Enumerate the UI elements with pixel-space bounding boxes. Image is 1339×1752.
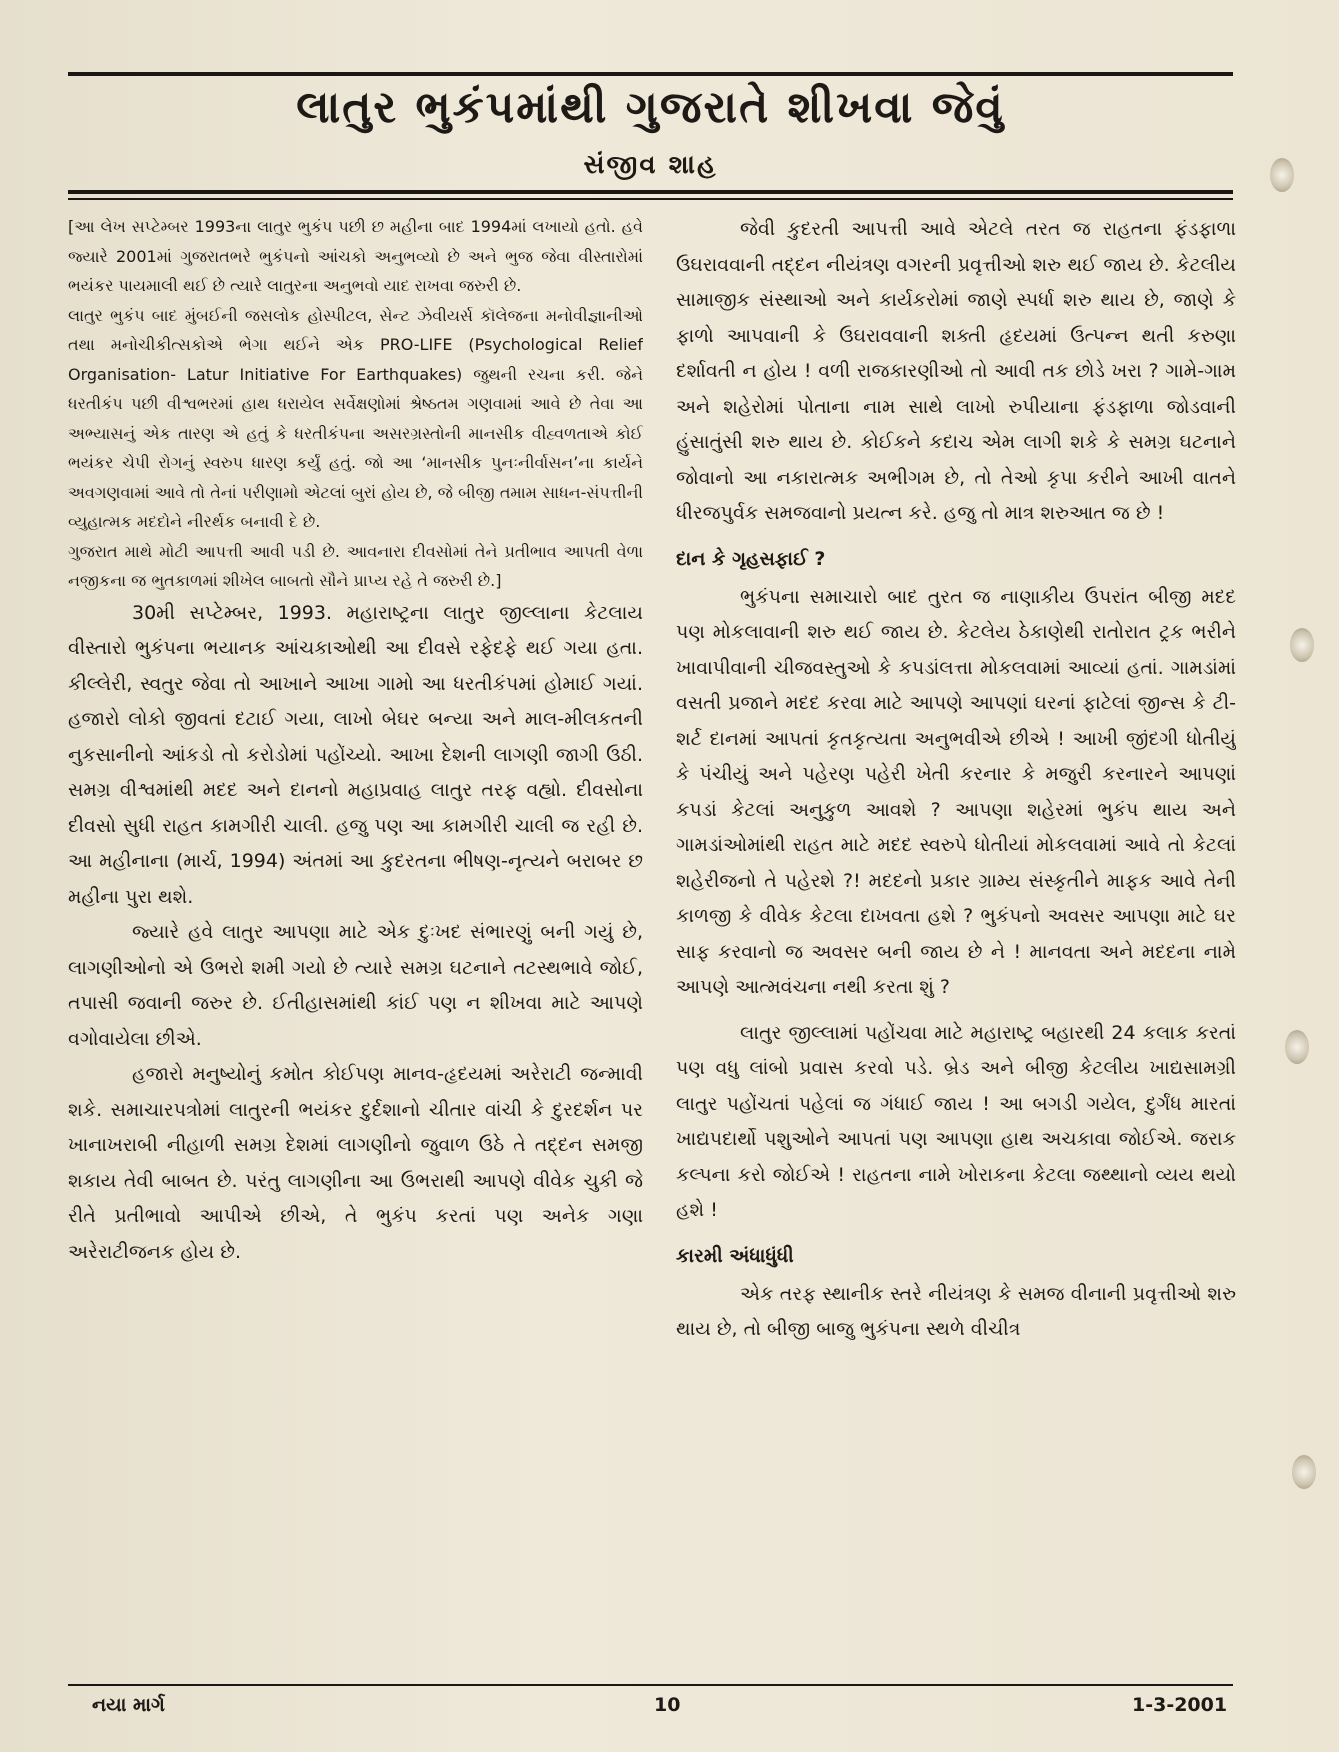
section-heading: દાન કે ગૃહસફાઈ ?	[676, 547, 826, 570]
page-number: 10	[654, 1694, 681, 1716]
body-paragraph: એક તરફ સ્થાનીક સ્તરે નીયંત્રણ કે સમજ વીનાની પ્રવૃત્તીઓ શરુ થાય છે, તો બીજી બાજુ ભુકંપના સ્થળે વીચીત્ર	[676, 1282, 1236, 1340]
binding-hole	[1285, 1030, 1309, 1064]
title-rule-thin	[68, 198, 1233, 200]
body-paragraph: હજારો મનુષ્યોનું કમોત કોઈપણ માનવ-હૃદયમાં અરેરાટી જન્માવી શકે. સમાચારપત્રોમાં લાતુરની ભયંકર દુર્દશાનો ચીતાર વાંચી કે દુરદર્શન પર ખાનાખરાબી નીહાળી સમગ્ર દેશમાં લાગણીનો જુવાળ ઉઠે તે તદ્દન સમજી શકાય તેવી બાબત છે. પરંતુ લાગણીના આ ઉભરાથી આપણે વીવેક ચુકી જે રીતે પ્રતીભાવો આપીએ છીએ, તે ભુકંપ કરતાં પણ અનેક ગણા અરેરાટીજનક હોય છે.	[68, 1063, 643, 1263]
binding-hole	[1292, 1455, 1316, 1489]
issue-date: 1-3-2001	[1132, 1694, 1228, 1716]
footer-rule	[68, 1684, 1233, 1686]
body-paragraph: લાતુર જીલ્લામાં પહોંચવા માટે મહારાષ્ટ્ર બહારથી 24 કલાક કરતાં પણ વધુ લાંબો પ્રવાસ કરવો પડે. બ્રેડ અને બીજી કેટલીય ખાદ્યસામગ્રી લાતુર પહોંચતાં પહેલાં જ ગંધાઈ જાય ! આ બગડી ગયેલ, દુર્ગંધ મારતાં ખાદ્યપદાર્થો પશુઓને આપતાં પણ આપણા હાથ અચકાવા જોઈએ. જરાક કલ્પના કરો જોઈએ ! રાહતના નામે ખોરાકના કેટલા જથ્થાનો વ્યય થયો હશે !	[676, 1021, 1236, 1221]
right-column	[676, 212, 1236, 1672]
title-rule-thick	[68, 190, 1233, 194]
intro-paragraph: લાતુર ભુકંપ બાદ મુંબઈની જસલોક હોસ્પીટલ, સેન્ટ ઝેવીયર્સ કૉલેજના મનોવીજ્ઞાનીઓ તથા મનોચીકીત્સકોએ ભેગા થઈને એક PRO-LIFE (Psychological Relief Organisation- Latur Initiative For Earthquakes) જુથની રચના કરી. જેને ધરતીકંપ પછી વીશ્વભરમાં હાથ ધરાયેલ સર્વેક્ષણોમાં શ્રેષ્ઠતમ ગણવામાં આવે છે તેવા આ અભ્યાસનું એક તારણ એ હતું કે ધરતીકંપના અસરગ્રસ્તોની માનસીક વીહ્વળતાએ કોઈ ભયંકર ચેપી રોગનું સ્વરુપ ધારણ કર્યું હતું. જો આ ‘માનસીક પુનઃનીર્વાસન’ના કાર્યને અવગણવામાં આવે તો તેનાં પરીણામો એટલાં બુરાં હોય છે, જે બીજી તમામ સાધન-સંપત્તીની વ્યુહાત્મક મદદોને નીરર્થક બનાવી દે છે.	[68, 305, 643, 531]
section-heading: કારમી અંધાધુંધી	[676, 1244, 794, 1267]
article-author: સંજીવ શાહ	[583, 150, 718, 180]
publication-name: નયા માર્ગ	[92, 1694, 165, 1716]
intro-paragraph: [આ લેખ સપ્ટેમ્બર 1993ના લાતુર ભુકંપ પછી છ મહીના બાદ 1994માં લખાયો હતો. હવે જ્યારે 2001માં ગુજરાતભરે ભુકંપનો આંચકો અનુભવ્યો છે અને ભુજ જેવા વીસ્તારોમાં ભયંકર પાયમાલી થઈ છે ત્યારે લાતુરના અનુભવો યાદ રાખવા જરુરી છે.	[68, 217, 643, 295]
body-paragraph: જેવી કુદરતી આપત્તી આવે એટલે તરત જ રાહતના ફંડફાળા ઉઘરાવવાની તદ્દન નીયંત્રણ વગરની પ્રવૃત્તીઓ શરુ થઈ જાય છે. કેટલીય સામાજીક સંસ્થાઓ અને કાર્યકરોમાં જાણે સ્પર્ધા શરુ થાય છે, જાણે કે ફાળો આપવાની કે ઉઘરાવવાની શક્તી હૃદયમાં ઉત્પન્ન થતી કરુણા દર્શાવતી ન હોય ! વળી રાજકારણીઓ તો આવી તક છોડે ખરા ? ગામે-ગામ અને શહેરોમાં પોતાના નામ સાથે લાખો રુપીયાના ફંડફાળા જોડવાની હુંસાતુંસી શરુ થાય છે. કોઈકને કદાચ એમ લાગી શકે કે સમગ્ર ઘટનાને જોવાનો આ નકારાત્મક અભીગમ છે, તો તેઓ કૃપા કરીને આખી વાતને ધીરજપુર્વક સમજવાનો પ્રયત્ન કરે. હજુ તો માત્ર શરુઆત જ છે !	[676, 218, 1236, 524]
editor-intro	[68, 212, 643, 596]
body-paragraph: 30મી સપ્ટેમ્બર, 1993. મહારાષ્ટ્રના લાતુર જીલ્લાના કેટલાય વીસ્તારો ભુકંપના ભયાનક આંચકાઓથી આ દીવસે રફેદફે થઈ ગયા હતા. કીલ્લેરી, સ્વતુર જેવા તો આખાને આખા ગામો આ ધરતીકંપમાં હોમાઈ ગયાં. હજારો લોકો જીવતાં દટાઈ ગયા, લાખો બેઘર બન્યા અને માલ-મીલકતની નુકસાનીનો આંકડો તો કરોડોમાં પહોંચ્યો. આખા દેશની લાગણી જાગી ઉઠી. સમગ્ર વીશ્વમાંથી મદદ અને દાનનો મહાપ્રવાહ લાતુર તરફ વહ્યો. દીવસોના દીવસો સુધી રાહત કામગીરી ચાલી. હજુ પણ આ કામગીરી ચાલી જ રહી છે. આ મહીનાના (માર્ચ, 1994) અંતમાં આ કુદરતના ભીષણ-નૃત્યને બરાબર છ મહીના પુરા થશે.	[68, 601, 643, 908]
left-column	[68, 212, 643, 1672]
intro-paragraph: ગુજરાત માથે મોટી આપત્તી આવી પડી છે. આવનારા દીવસોમાં તેને પ્રતીભાવ આપતી વેળા નજીકના જ ભુતકાળમાં શીખેલ બાબતો સૌને પ્રાપ્ય રહે તે જરુરી છે.]	[68, 541, 643, 590]
top-rule	[68, 72, 1233, 76]
binding-hole	[1290, 628, 1314, 662]
binding-hole	[1270, 158, 1294, 192]
article-title: લાતુર ભુકંપમાંથી ગુજરાતે શીખવા જેવું	[296, 82, 1005, 133]
body-paragraph: ભુકંપના સમાચારો બાદ તુરત જ નાણાકીય ઉપરાંત બીજી મદદ પણ મોકલાવાની શરુ થઈ જાય છે. કેટલેય ઠેકાણેથી રાતોરાત ટ્રક ભરીને ખાવાપીવાની ચીજવસ્તુઓ કે કપડાંલત્તા મોકલવામાં આવ્યાં હતાં. ગામડાંમાં વસતી પ્રજાને મદદ કરવા માટે આપણે આપણાં ઘરનાં ફાટેલાં જીન્સ કે ટી-શર્ટ દાનમાં આપતાં કૃતકૃત્યતા અનુભવીએ છીએ ! આખી જીંદગી ધોતીયું કે પંચીયું અને પહેરણ પહેરી ખેતી કરનાર કે મજુરી કરનારને આપણાં કપડાં કેટલાં અનુકુળ આવશે ? આપણા શહેરમાં ભુકંપ થાય અને ગામડાંઓમાંથી રાહત માટે મદદ સ્વરુપે ધોતીયાં મોકલવામાં આવે તો કેટલાં શહેરીજનો તે પહેરશે ?! મદદનો પ્રકાર ગ્રામ્ય સંસ્કૃતીને માફક આવે તેની કાળજી કે વીવેક કેટલા દાખવતા હશે ? ભુકંપનો અવસર આપણા માટે ઘર સાફ કરવાનો જ અવસર બની જાય છે ને ! માનવતા અને મદદના નામે આપણે આત્મવંચના નથી કરતા શું ?	[676, 585, 1236, 998]
body-paragraph: જ્યારે હવે લાતુર આપણા માટે એક દુઃખદ સંભારણું બની ગયું છે, લાગણીઓનો એ ઉભરો શમી ગયો છે ત્યારે સમગ્ર ઘટનાને તટસ્થભાવે જોઈ, તપાસી જવાની જરુર છે. ઈતીહાસમાંથી કાંઈ પણ ન શીખવા માટે આપણે વગોવાયેલા છીએ.	[68, 921, 643, 1050]
